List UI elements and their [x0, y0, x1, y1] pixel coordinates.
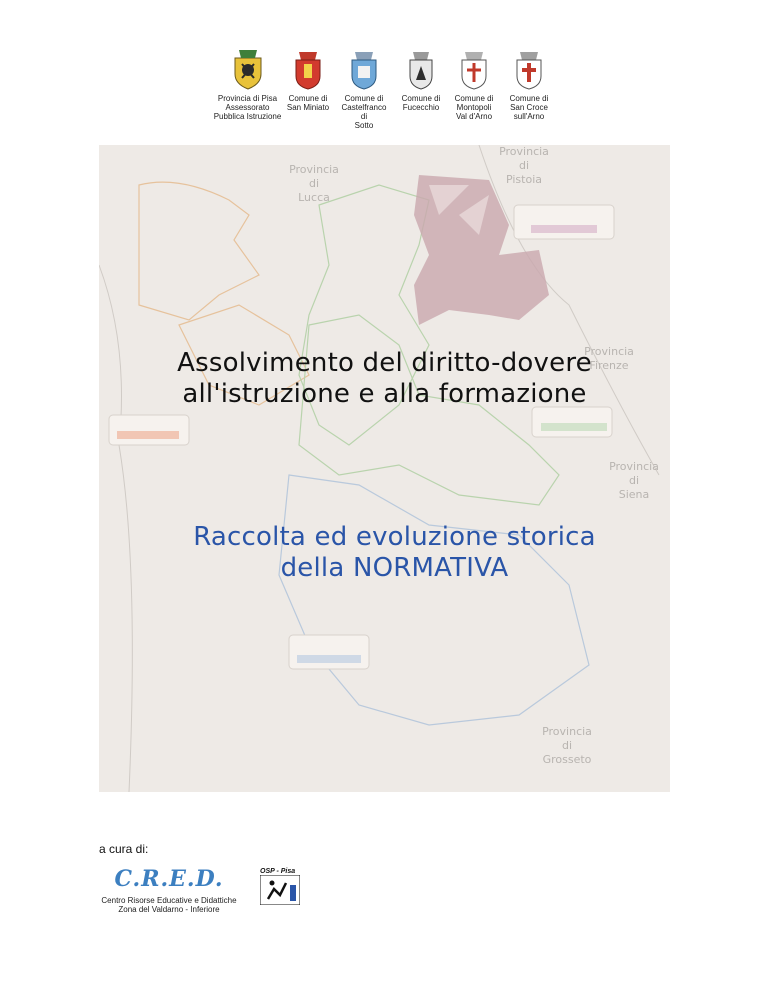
svg-text:Provincia: Provincia — [609, 460, 659, 473]
svg-text:di: di — [518, 159, 530, 172]
svg-text:Provincia: Provincia — [584, 345, 634, 358]
cred-logo-block — [99, 866, 239, 914]
provincia-pisa-crest-icon — [231, 48, 265, 90]
montopoli-crest-icon — [459, 48, 489, 90]
crest-fucecchio — [398, 48, 444, 112]
a-cura-label: a cura di: — [99, 842, 149, 856]
svg-text:Lucca: Lucca — [298, 191, 330, 204]
osp-label: OSP - Pisa — [260, 868, 296, 875]
crest-san-miniato — [282, 48, 334, 112]
svg-text:Provincia: Provincia — [499, 145, 549, 158]
crest-montopoli — [450, 48, 498, 121]
castelfranco-crest-icon — [349, 48, 379, 90]
svg-text:di: di — [308, 177, 320, 190]
crest-label: Comune di Montopoli Val d'Arno — [454, 94, 494, 121]
main-title — [99, 348, 670, 410]
crest-castelfranco — [338, 48, 390, 130]
svg-text:di: di — [628, 474, 640, 487]
crest-provincia-pisa — [200, 48, 295, 121]
svg-text:Siena: Siena — [618, 488, 650, 501]
san-miniato-crest-icon — [293, 48, 323, 90]
crest-label: Comune di San Miniato — [286, 94, 330, 112]
osp-figure-icon — [260, 875, 300, 905]
svg-text:Pistoia: Pistoia — [505, 173, 543, 186]
svg-text:Grosseto: Grosseto — [542, 753, 592, 766]
main-title-line-2: all'istruzione e alla formazione — [182, 379, 587, 409]
crest-san-croce — [504, 48, 554, 121]
crest-label: Provincia di Pisa Assessorato Pubblica Istruzione — [213, 94, 282, 121]
cred-subtitle: Centro Risorse Educative e Didattiche Zona del Valdarno - Inferiore — [101, 896, 237, 914]
main-title-line-1: Assolvimento del diritto-dovere — [177, 348, 592, 378]
crest-label: Comune di Fucecchio — [401, 94, 441, 112]
osp-logo — [260, 868, 300, 908]
san-croce-crest-icon — [514, 48, 544, 90]
map-illustration — [99, 145, 670, 792]
subtitle-line-2: della NORMATIVA — [280, 553, 509, 583]
subtitle-line-1: Raccolta ed evoluzione storica — [193, 522, 596, 552]
svg-text:Provincia: Provincia — [542, 725, 592, 738]
svg-text:Firenze: Firenze — [589, 359, 629, 372]
svg-text:di: di — [561, 739, 573, 752]
svg-text:Provincia: Provincia — [289, 163, 339, 176]
crest-label: Comune di San Croce sull'Arno — [509, 94, 549, 121]
crests-row — [200, 48, 570, 128]
subtitle — [99, 522, 690, 584]
crest-label: Comune di Castelfranco di Sotto — [341, 94, 387, 130]
cred-logo: C.R.E.D. — [114, 866, 224, 892]
cover-map — [99, 145, 670, 792]
fucecchio-crest-icon — [407, 48, 435, 90]
